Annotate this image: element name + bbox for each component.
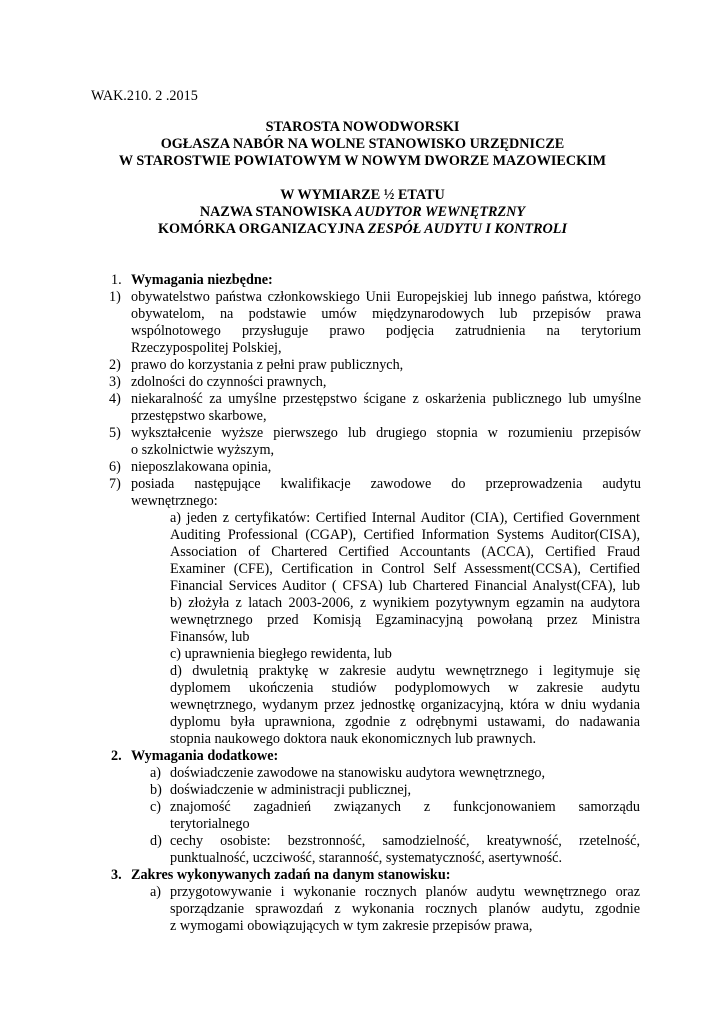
s1-item-7-d-line-3: wewnętrznego, wydanym przez jednostkę organizacyjną, która w dniu wydania [170,697,640,713]
section-1-title: Wymagania niezbędne: [131,272,273,288]
s1-item-4-line-1: niekaralność za umyślne przestępstwo ścigane z oskarżenia publicznego lub umyślne [131,391,641,407]
s1-item-5-line-2: o szkolnictwie wyższym, [131,442,275,458]
s1-item-6-number: 6) [109,459,121,475]
s2-item-d-line-1: cechy osobiste: bezstronność, samodzielność, kreatywność, rzetelność, [170,833,640,849]
section-1-number: 1. [111,272,122,288]
s1-item-1-line-3: wspólnotowego przysługuje prawo podjęcia zatrudnienia na terytorium [131,323,641,339]
section-2-title: Wymagania dodatkowe: [131,748,279,764]
s1-item-4-number: 4) [109,391,121,407]
s1-item-7-d-line-2: dyplomem ukończenia studiów podyplomowych w zakresie audytu [170,680,640,696]
s3-item-a-letter: a) [150,884,162,900]
section-2-number: 2. [111,748,122,764]
header-line-6-value: ZESPÓŁ AUDYTU I KONTROLI [367,221,567,237]
s1-item-1-line-1: obywatelstwo państwa członkowskiego Unii Europejskiej lub innego państwa, którego [131,289,641,305]
section-3-title: Zakres wykonywanych zadań na danym stanowisku: [131,867,451,883]
header-line-5-value: AUDYTOR WEWNĘTRZNY [354,204,526,220]
s1-item-3-number: 3) [109,374,121,390]
s2-item-a-letter: a) [150,765,162,781]
reference-number: WAK.210. 2 .2015 [91,88,198,104]
s1-item-1-number: 1) [109,289,121,305]
s1-item-7-line-1: posiada następujące kwalifikacje zawodowe do przeprowadzenia audytu [131,476,641,492]
s2-item-b-letter: b) [150,782,162,798]
s1-item-3-line-1: zdolności do czynności prawnych, [131,374,327,390]
s2-item-c-letter: c) [150,799,162,815]
s1-item-7-d-line-5: stopnia naukowego doktora nauk ekonomicznych lub prawnych. [170,731,537,747]
s1-item-2-line-1: prawo do korzystania z pełni praw publicznych, [131,357,404,373]
s1-item-7-a-line-1: a) jeden z certyfikatów: Certified Internal Auditor (CIA), Certified Government [170,510,640,526]
s1-item-7-a-line-4: Examiner (CFE), Certification in Control Self Assessment(CCSA), Certified [170,561,640,577]
s1-item-7-number: 7) [109,476,121,492]
header-line-4: W WYMIARZE ½ ETATU [280,187,445,203]
s2-item-d-line-2: punktualność, uczciwość, staranność, systematyczność, asertywność. [170,850,563,866]
s1-item-7-b-line-3: Finansów, lub [170,629,250,645]
s2-item-a-line-1: doświadczenie zawodowe na stanowisku audytora wewnętrznego, [170,765,546,781]
s1-item-7-b-line-2: wewnętrznego przed Komisją Egzaminacyjną powołaną przez Ministra [170,612,640,628]
s3-item-a-line-2: sporządzanie sprawozdań z wykonania rocznych planów audytu, zgodnie [170,901,640,917]
s1-item-2-number: 2) [109,357,121,373]
s1-item-1-line-4: Rzeczypospolitej Polskiej, [131,340,282,356]
header-line-1: STAROSTA NOWODWORSKI [265,119,460,135]
s1-item-4-line-2: przestępstwo skarbowe, [131,408,267,424]
header-line-2: OGŁASZA NABÓR NA WOLNE STANOWISKO URZĘDNICZE [160,136,565,152]
s1-item-5-line-1: wykształcenie wyższe pierwszego lub drugiego stopnia w rozumieniu przepisów [131,425,641,441]
header-line-6 [0,221,725,239]
s1-item-7-b-line-1: b) złożyła z latach 2003-2006, z wynikiem pozytywnym egzamin na audytora [170,595,640,611]
s2-item-c-line-1: znajomość zagadnień związanych z funkcjonowaniem samorządu [170,799,640,815]
s1-item-7-a-line-2: Auditing Professional (CGAP), Certified Information Systems Auditor(CISA), [170,527,640,543]
s2-item-b-line-1: doświadczenie w administracji publicznej, [170,782,412,798]
s1-item-7-d-line-4: dyplomu była uprawniona, zgodnie z odrębnymi ustawami, do nadawania [170,714,640,730]
s1-item-7-line-2: wewnętrznego: [131,493,218,509]
header-line-5-label: NAZWA STANOWISKA [199,204,355,220]
s1-item-5-number: 5) [109,425,121,441]
s1-item-6-line-1: nieposzlakowana opinia, [131,459,272,475]
s3-item-a-line-3: z wymogami obowiązujących w tym zakresie przepisów prawa, [170,918,533,934]
header-line-3: W STAROSTWIE POWIATOWYM W NOWYM DWORZE MAZOWIECKIM [118,153,607,169]
header-line-6-label: KOMÓRKA ORGANIZACYJNA [158,221,368,237]
s1-item-7-c-line-1: c) uprawnienia biegłego rewidenta, lub [170,646,392,662]
section-3-number: 3. [111,867,122,883]
s2-item-d-letter: d) [150,833,162,849]
s1-item-7-d-line-1: d) dwuletnią praktykę w zakresie audytu wewnętrznego i legitymuje się [170,663,640,679]
header-line-5 [0,204,725,222]
s1-item-7-a-line-5: Financial Services Auditor ( CFSA) lub Chartered Financial Analyst(CFA), lub [170,578,640,594]
s1-item-1-line-2: obywatelom, na podstawie umów międzynarodowych lub przepisów prawa [131,306,641,322]
s2-item-c-line-2: terytorialnego [170,816,250,832]
s1-item-7-a-line-3: Association of Chartered Certified Accountants (ACCA), Certified Fraud [170,544,640,560]
s3-item-a-line-1: przygotowywanie i wykonanie rocznych planów audytu wewnętrznego oraz [170,884,640,900]
